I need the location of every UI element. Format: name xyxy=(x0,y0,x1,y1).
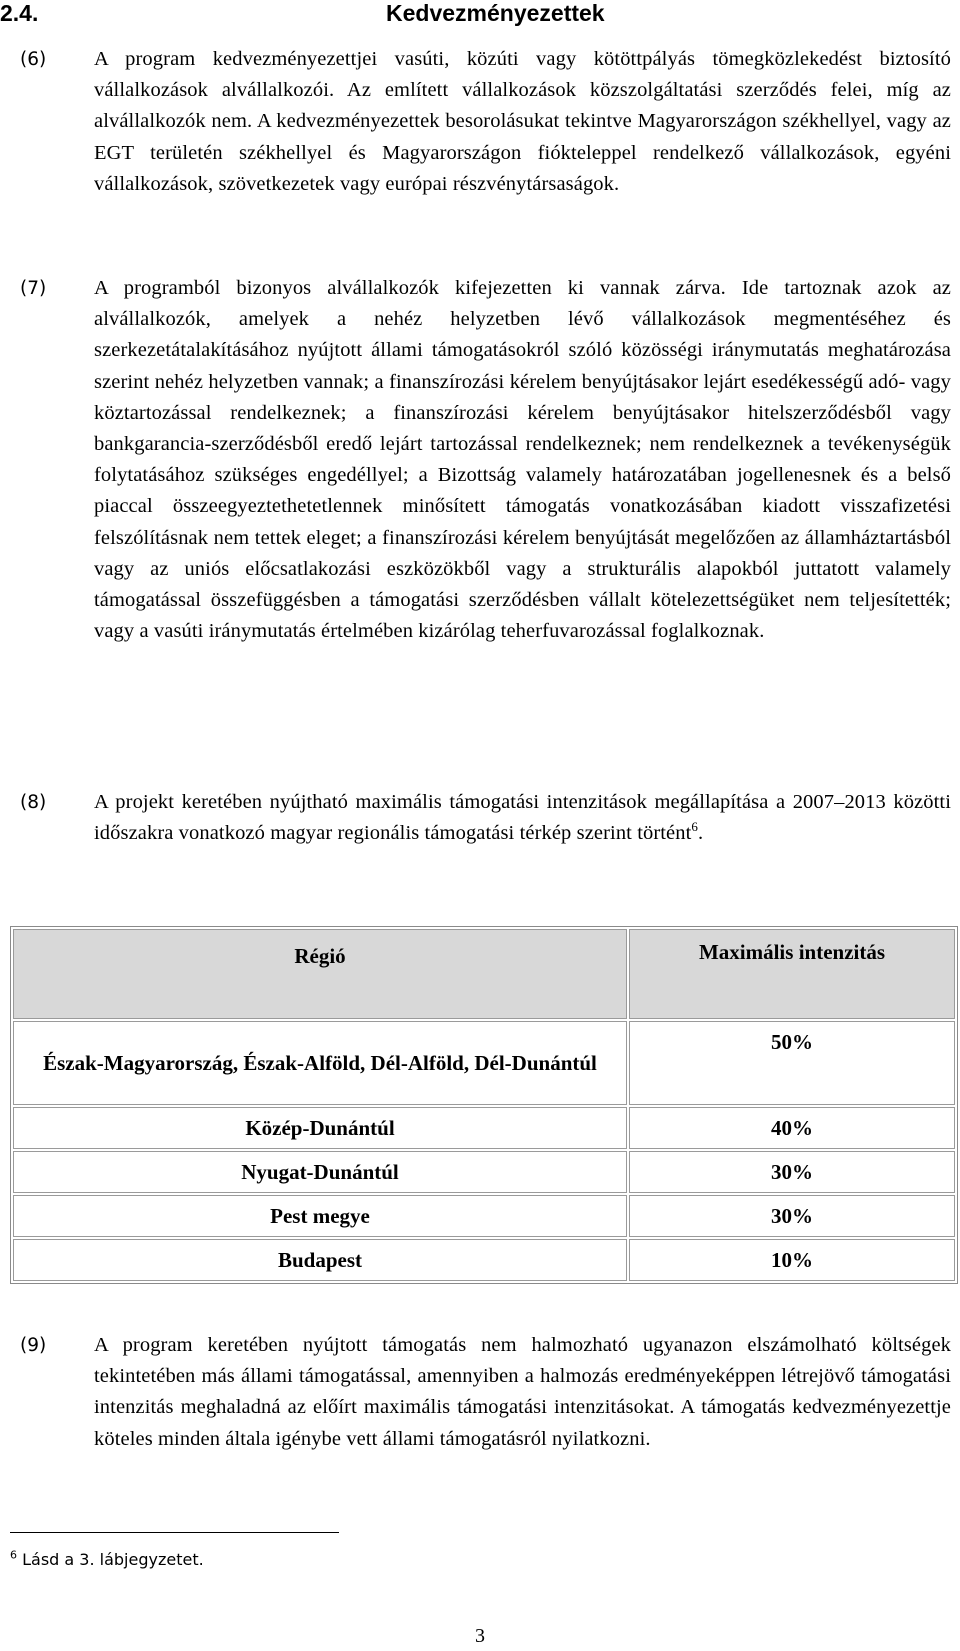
section-heading xyxy=(0,0,960,28)
table-row xyxy=(13,1239,955,1281)
paragraph-text: A programból bizonyos alvállalkozók kifejezetten ki vannak zárva. Ide tartoznak azok az alvállalkozók, amelyek a nehéz helyzetben lévő vállalkozások megmentéséhez és szerkezetátalakításához nyújtott állami támogatásokról szóló közösségi iránymutatás meghatározása szerint nehéz helyzetben vannak; a finanszírozási kérelem benyújtásakor lejárt esedékességű adó- vagy köztartozással rendelkeznek; a finanszírozási kérelem benyújtásakor hitelszerződésből vagy bankgarancia-szerződésből eredő lejárt tartozással rendelkeznek; nem rendelkeznek a tevékenységük folytatásához szükséges engedéllyel; a Bizottság valamely határozatában jogellenesnek és a belső piaccal összeegyeztethetetlennek minősített támogatás vonatkozásában kiadott visszafizetési felszólításnak nem tettek eleget; a finanszírozási kérelem benyújtását megelőzően az államháztartásból vagy az uniós előcsatlakozási eszközökből vagy a strukturális alapokból juttatott valamely támogatással összefüggésben a támogatási szerződésben vállalt kötelezettségüket nem teljesítették; vagy a vasúti iránymutatás értelmében kizárólag teherfuvarozással foglalkoznak. xyxy=(94,277,951,643)
page-number: 3 xyxy=(475,1625,485,1647)
table-header-row xyxy=(13,929,955,1019)
region-cell: Budapest xyxy=(13,1239,627,1281)
footnote-divider xyxy=(10,1532,339,1533)
region-cell: Nyugat-Dunántúl xyxy=(13,1151,627,1193)
region-cell: Közép-Dunántúl xyxy=(13,1107,627,1149)
paragraph-number: (6) xyxy=(20,49,47,70)
header-region: Régió xyxy=(13,929,627,1019)
header-intensity: Maximális intenzitás xyxy=(629,929,955,1019)
intensity-table xyxy=(10,926,958,1284)
paragraph-number: (9) xyxy=(20,1335,47,1356)
paragraph-body: A projekt keretében nyújtható maximális támogatási intenzitások megállapítása a 2007–2013 közötti időszakra vonatkozó magyar regionális támogatási térkép szerint történt xyxy=(94,791,951,845)
intensity-cell: 30% xyxy=(629,1195,955,1237)
table-row xyxy=(13,1107,955,1149)
region-cell: Pest megye xyxy=(13,1195,627,1237)
footnote-reference[interactable]: 6 xyxy=(691,819,699,835)
paragraph-number: (8) xyxy=(20,792,47,813)
paragraph-text: A program keretében nyújtott támogatás nem halmozható ugyanazon elszámolható költségek tekintetében más állami támogatással, amennyiben a halmozás eredményeképpen létrejövő támogatási intenzitás meghaladná az előírt maximális támogatási intenzitásokat. A támogatás kedvezményezettje köteles minden általa igénybe vett állami támogatásról nyilatkozni. xyxy=(94,1334,951,1450)
intensity-cell: 50% xyxy=(629,1021,955,1105)
paragraph-number: (7) xyxy=(20,278,47,299)
paragraph-text: A program kedvezményezettjei vasúti, közúti vagy kötöttpályás tömegközlekedést biztosító vállalkozások alvállalkozói. Az említett vállalkozások közszolgáltatási szerződés felei, míg az alvállalkozók nem. A kedvezményezettek besorolásukat tekintve Magyarországon székhellyel, vagy az EGT területén székhellyel és Magyarországon fiókteleppel rendelkező vállalkozások, egyéni vállalkozások, szövetkezetek vagy európai részvénytársaságok. xyxy=(94,48,951,195)
intensity-cell: 30% xyxy=(629,1151,955,1193)
intensity-cell: 40% xyxy=(629,1107,955,1149)
paragraph-tail: . xyxy=(698,822,704,845)
section-number: 2.4. xyxy=(0,0,39,26)
table-row xyxy=(13,1021,955,1105)
table-row xyxy=(13,1151,955,1193)
section-title: Kedvezményezettek xyxy=(386,0,605,26)
footnote-mark: 6 xyxy=(10,1548,17,1562)
footnote-text: Lásd a 3. lábjegyzetet. xyxy=(22,1550,204,1569)
region-cell: Észak-Magyarország, Észak-Alföld, Dél-Alföld, Dél-Dunántúl xyxy=(13,1021,627,1105)
table-row xyxy=(13,1195,955,1237)
footnote xyxy=(10,1550,204,1569)
intensity-cell: 10% xyxy=(629,1239,955,1281)
paragraph-text xyxy=(94,787,951,849)
